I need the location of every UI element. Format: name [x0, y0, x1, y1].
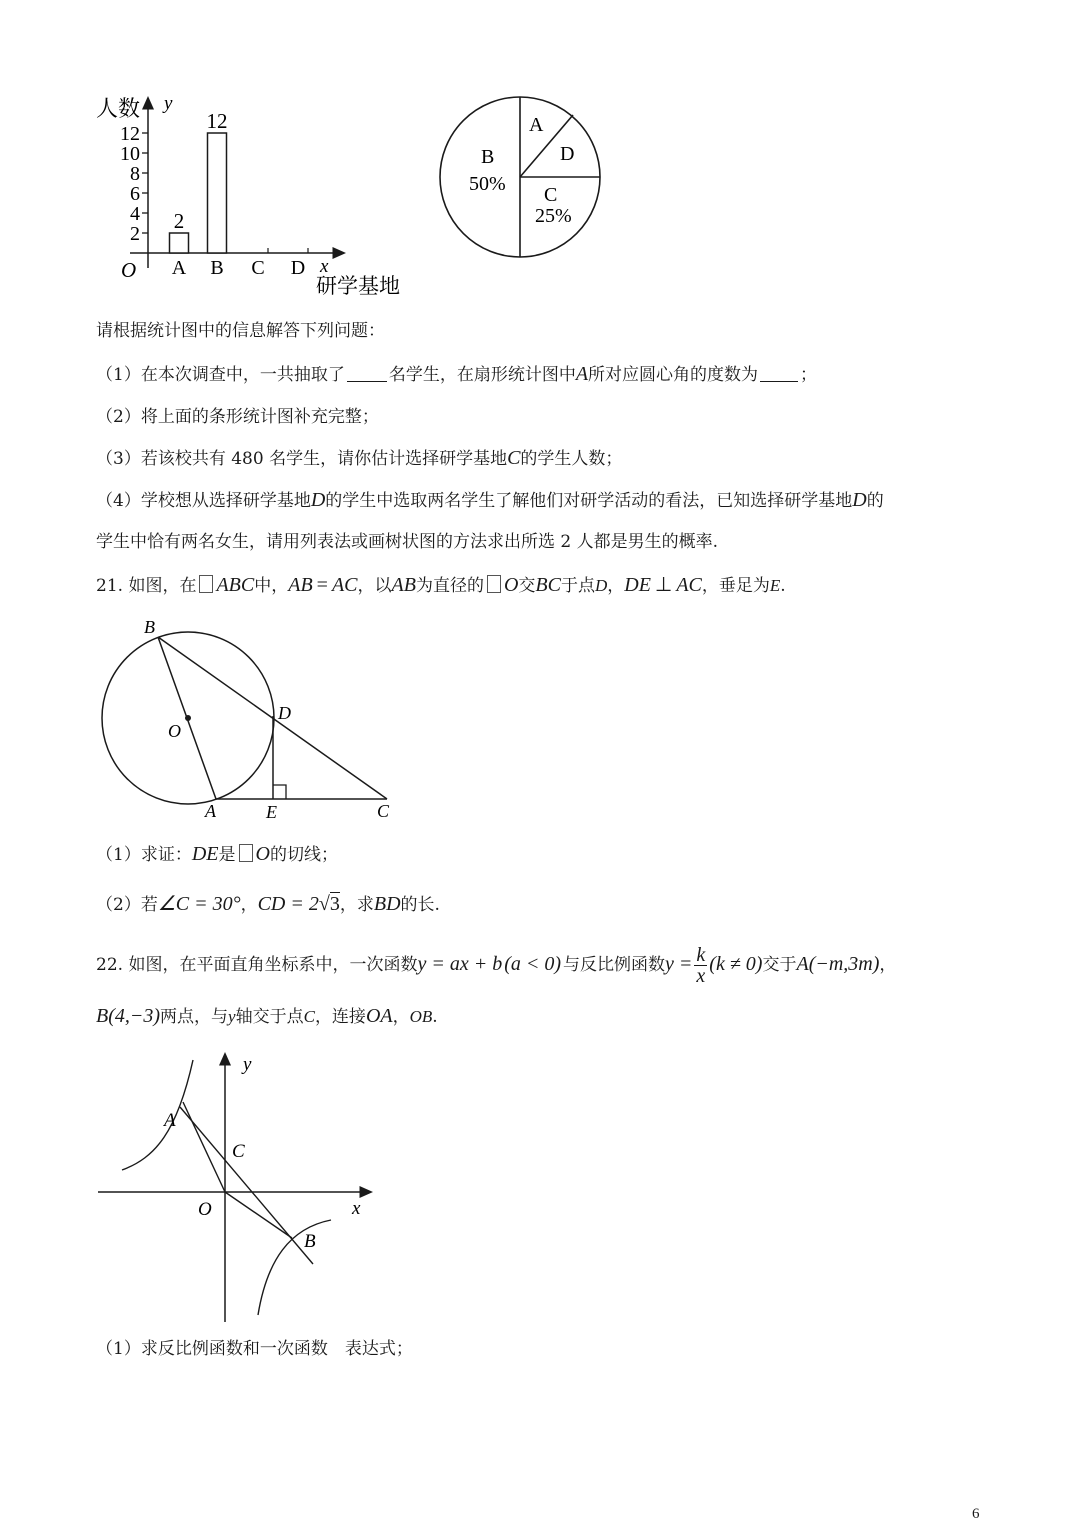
q20-part3: （3）若该校共有 480 名学生，请你估计选择研学基地C的学生人数； [96, 447, 623, 469]
y-tick-label: 12 [120, 123, 140, 145]
q22-stem-line1: 22. 如图，在平面直角坐标系中，一次函数y = ax + b (a < 0) 与反比例函数y = $\frac{k}{x}$ (k ≠ 0)交于A(−m,3m)， [96, 944, 897, 987]
label-O: O [198, 1199, 212, 1220]
circle-glyph-placeholder [239, 844, 253, 862]
bar-data-label-A: 2 [173, 209, 185, 233]
q21-part2: （2）若∠C = 30°，CD = 2√3，求BD的长. [96, 893, 440, 915]
label-A: A [164, 1110, 176, 1131]
triangle-glyph-placeholder [199, 575, 213, 593]
label-B: B [304, 1231, 316, 1252]
right-angle-mark [273, 785, 286, 799]
pie-label-B: B [481, 146, 495, 168]
q20-part2: （2）将上面的条形统计图补充完整； [96, 407, 379, 427]
y-tick-label: 2 [130, 223, 140, 245]
q21-part1: （1）求证：DE是 O的切线； [96, 843, 338, 865]
label-y: y [243, 1054, 252, 1075]
label-E: E [266, 802, 277, 822]
bar-chart-ylabel: 人数 [96, 97, 141, 122]
fraction-k-over-x: $\frac{k}{x}$ [696, 944, 706, 987]
y-tick-label: 8 [130, 163, 140, 185]
bar-chart [90, 85, 420, 305]
pie-percent-B: 50% [469, 173, 506, 195]
bar-chart-x-symbol: x [320, 256, 329, 277]
q22-coordinate-figure [95, 1050, 385, 1325]
pie-label-A: A [529, 114, 544, 136]
q20-part4-line2: 学生中恰有两名女生，请用列表法或画树状图的方法求出所选 2 人都是男生的概率. [96, 532, 719, 552]
label-C: C [232, 1141, 245, 1162]
label-x: x [352, 1198, 361, 1219]
page-number: 6 [972, 1506, 980, 1522]
hyperbola-branch-upper-left [122, 1060, 193, 1170]
line-AB [180, 1107, 313, 1264]
label-C: C [377, 801, 390, 821]
x-category-label-B: B [210, 257, 224, 279]
q22-part1: （1）求反比例函数和一次函数 表达式； [96, 1339, 413, 1359]
bar-chart-xlabel: 研学基地 [316, 274, 400, 298]
circle-glyph-placeholder [487, 575, 501, 593]
segment-OA [183, 1102, 225, 1192]
pie-label-C: C [544, 184, 558, 206]
y-tick-label: 6 [130, 183, 140, 205]
y-tick-label: 10 [120, 143, 140, 165]
center-point-O [185, 715, 191, 721]
bar-chart-y-symbol: y [164, 93, 173, 114]
bar-data-label-B: 12 [206, 109, 228, 133]
label-B: B [144, 617, 155, 637]
label-A: A [205, 801, 216, 821]
hyperbola-branch-lower-right [258, 1220, 331, 1315]
q20-part4: （4）学校想从选择研学基地D的学生中选取两名学生了解他们对研学活动的看法，已知选择研学基地D的 [96, 489, 884, 511]
label-D: D [278, 703, 291, 723]
bar-B [208, 133, 227, 253]
bar-chart-origin: O [121, 258, 137, 282]
answer-blank[interactable] [347, 365, 387, 382]
q21-stem: 21. 如图，在 ABC中，AB = AC，以AB为直径的 O交BC于点D，DE ⊥ AC，垂足为E. [96, 574, 786, 596]
q20-intro: 请根据统计图中的信息解答下列问题： [96, 321, 385, 341]
q20-part1: （1）在本次调查中，一共抽取了 名学生，在扇形统计图中A所对应圆心角的度数为 ； [96, 363, 818, 385]
x-category-label-A: A [171, 257, 187, 279]
x-category-label-C: C [251, 257, 265, 279]
y-tick-label: 4 [130, 203, 140, 225]
bar-A [170, 233, 189, 253]
answer-blank[interactable] [760, 365, 798, 382]
pie-chart [430, 88, 615, 268]
pie-label-D: D [560, 143, 575, 165]
pie-percent-C: 25% [535, 205, 572, 227]
q22-stem-line2: B(4,−3)两点，与y轴交于点C，连接OA，OB. [96, 1005, 438, 1027]
x-category-label-D: D [290, 257, 306, 279]
q21-geometry-figure [95, 612, 415, 827]
label-O: O [168, 721, 181, 741]
